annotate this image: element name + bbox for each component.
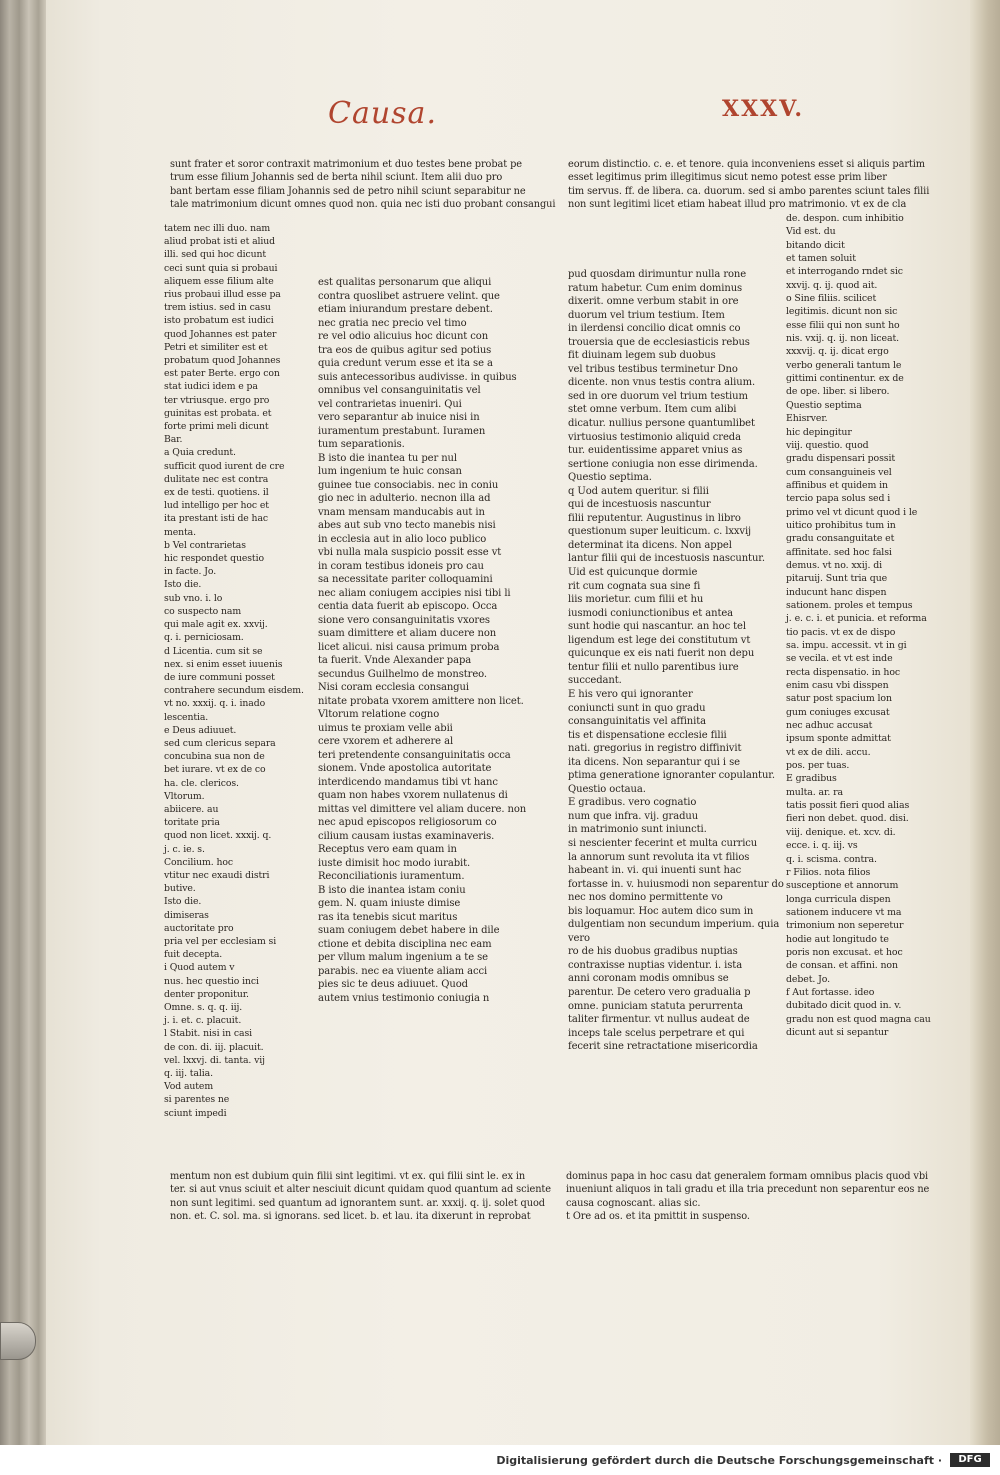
footer-bar bbox=[0, 1445, 1000, 1475]
page-heading-number: XXXV. bbox=[722, 96, 805, 122]
text-top-right: eorum distinctio. c. e. et tenore. quia inconveniens esset si aliquis partim esset legitimus prim illegitimus sicut nemo potest esse prim liber tim servus. ff. de libera. ca. duorum. sed si ambo parentes sciunt tales filii non sunt legitimi licet etiam habeat illud pro matrimonio. vt ex de cla bbox=[568, 159, 930, 210]
text-bottom-right: dominus papa in hoc casu dat generalem formam omnibus placis quod vbi inueniunt aliquos in tali gradu et illa tria precedunt non separentur eos ne causa cognoscant. alias sic. t Ore ad os. et ita pmittit in suspenso. bbox=[566, 1171, 930, 1222]
text-column-main-right: pud quosdam dirimuntur nulla rone ratum habetur. Cum enim dominus dixerit. omne verbum stabit in ore duorum vel trium testium. Item in ilerdensi concilio dicat omnis co trouersia que de ecclesiasticis rebus fit diuinam legem sub duobus vel tribus testibus terminetur Dno dicente. non vnus testis contra alium. sed in ore duorum vel trium testium stet omne verbum. Item cum alibi dicatur. nullius persone quantumlibet virtuosius testimonio aliquid creda tur. euidentissime apparet vnius as sertione coniugia non esse dirimenda. Questio septima. q Uod autem queritur. si filii qui de incestuosis nascuntur filii reputentur. Augustinus in libro questionum super leuiticum. c. lxxvij determinat ita dicens. Non appel lantur filii qui de incestuosis nascuntur. Uid est quicunque dormie rit cum cognata sua sine fi liis morietur. cum filii et hu iusmodi coniunctionibus et antea sunt hodie qui nascantur. an hoc tel ligendum est lege dei constitutum vt quicunque ex eis nati fuerit non depu tentur filii et nullo parentibus iure succedant. E his vero qui ignoranter coniuncti sunt in quo gradu consanguinitatis vel affinita tis et dispensatione ecclesie filii nati. gregorius in registro diffinivit ita dicens. Non separantur qui i se ptima generatione ignoranter copulantur. Questio octaua. E gradibus. vero cognatio num que infra. vij. graduu in matrimonio sunt iniuncti. si nescienter fecerint et multa curricu la annorum sunt revoluta ita vt filios habeant in. vi. qui inuenti sunt hac fortasse in. v. huiusmodi non separentur do nec nos domino permittente vo bis loquamur. Hoc autem dico sum in dulgentiam non secundum imperium. quia vero ro de his duobus gradibus nuptias contraxisse nuptias videntur. i. ista anni coronam modis omnibus se parentur. De cetero vero gradualia p omne. puniciam statuta perurrenta taliter firmentur. vt nullus audeat de inceps tale scelus perpetrare et qui fecerit sine retractatione misericordia bbox=[568, 269, 784, 1053]
page-heading-causa: Causa. bbox=[328, 96, 437, 131]
book-binding bbox=[0, 0, 48, 1445]
dfg-logo: DFG bbox=[950, 1453, 990, 1467]
gloss-column-left: tatem nec illi duo. nam aliud probat isti et aliud illi. sed qui hoc dicunt ceci sunt quia si probaui aliquem esse filium alte rius probaui illud esse pa trem istius. sed in casu isto probatum est iudici quod Johannes est pater Petri et similiter est et probatum quod Johannes est pater Berte. ergo con stat iudici idem e pa ter vtriusque. ergo pro guinitas est probata. et forte primi meli dicunt Bar. a Quia credunt. sufficit quod iurent de cre dulitate nec est contra ex de testi. quotiens. il lud intelligo per hoc et ita prestant isti de hac menta. b Vel contrarietas hic respondet questio in facte. Jo. Isto die. sub vno. i. lo co suspecto nam qui male agit ex. xxvij. q. i. perniciosam. d Licentia. cum sit se nex. si enim esset iuuenis de iure communi posset contrahere secundum eisdem. vt no. xxxij. q. i. inado lescentia. e Deus adiuuet. sed cum clericus separa concubina sua non de bet iurare. vt ex de co ha. cle. clericos. Vltorum. abiicere. au toritate pria quod non licet. xxxij. q. j. c. ie. s. Concilium. hoc vtitur nec exaudi distri butive. Isto die. dimiseras auctoritate pro pria vel per ecclesiam si fuit decepta. i Quod autem v nus. hec questio inci denter proponitur. Omne. s. q. q. iij. j. i. et. c. placuit. l Stabit. nisi in casi de con. di. iij. placuit. vel. lxxvj. di. tanta. vij q. iij. talia. Vod autem si parentes ne sciunt impedi bbox=[164, 223, 304, 1119]
text-column-main-left: est qualitas personarum que aliqui contra quoslibet astruere velint. que etiam iniurandum prestare debent. nec gratia nec precio vel timo re vel odio alicuius hoc dicunt con tra eos de quibus agitur sed potius quia credunt verum esse et ita se a suis antecessoribus audivisse. in quibus omnibus vel consanguinitatis vel vel contrarietas inueniri. Qui vero separantur ab inuice nisi in iuramentum prestabunt. Iuramen tum separationis. B isto die inantea tu per nul lum ingenium te huic consan guinee tue consociabis. nec in coniu gio nec in adulterio. necnon illa ad vnam mensam manducabis aut in abes aut sub vno tecto manebis nisi in ecclesia aut in alio loco publico vbi nulla mala suspicio possit esse vt in coram testibus idoneis pro cau sa necessitate pariter colloquamini nec aliam coniugem accipies nisi tibi li centia data fuerit ab episcopo. Occa sione vero consanguinitatis vxores suam dimittere et aliam ducere non licet alicui. nisi causa primum proba ta fuerit. Vnde Alexander papa secundus Guilhelmo de monstreo. Nisi coram ecclesia consangui nitate probata vxorem amittere non licet. Vltorum relatione cogno uimus te proxiam velle abii cere vxorem et adherere al teri pretendente consanguinitatis occa sionem. Vnde apostolica autoritate interdicendo mandamus tibi vt hanc quam non habes vxorem nullatenus di mittas vel dimittere vel aliam ducere. non nec apud episcopos religiosorum co cilium causam iustas examinaveris. Receptus vero eam quam in iuste dimisit hoc modo iurabit. Reconciliationis iuramentum. B isto die inantea istam coniu gem. N. quam iniuste dimise ras ita tenebis sicut maritus suam coniugem debet habere in dile ctione et debita disciplina nec eam per vllum malum ingenium a te se parabis. nec ea viuente aliam acci pies sic te deus adiuuet. Quod autem vnius testimonio coniugia n bbox=[318, 277, 527, 1004]
gloss-column-right: de. despon. cum inhibitio Vid est. du bitando dicit et tamen soluit et interrogando rndet sic xxvij. q. ij. quod ait. o Sine filiis. scilicet legitimis. dicunt non sic esse filii qui non sunt ho nis. vxij. q. ij. non liceat. xxxvij. q. ij. dicat ergo verbo generali tantum le gittimi continentur. ex de de ope. liber. si libero. Questio septima Ehisrver. hic depingitur viij. questio. quod gradu dispensari possit cum consanguineis vel affinibus et quidem in tercio papa solus sed i primo vel vt dicunt quod i le uitico prohibitus tum in gradu consanguitate et affinitate. sed hoc falsi demus. vt no. xxij. di pitaruij. Sunt tria que inducunt hanc dispen sationem. proles et tempus j. e. c. i. et punicia. et reforma tio pacis. vt ex de dispo sa. impu. accessit. vt in gi se vecila. et vt est inde recta dispensatio. in hoc enim casu vbi disspen satur post spacium lon gum coniuges excusat nec adhuc accusat ipsum sponte admittat vt ex de dili. accu. pos. per tuas. E gradibus multa. ar. ra tatis possit fieri quod alias fieri non debet. quod. disi. viij. denique. et. xcv. di. ecce. i. q. iij. vs q. i. scisma. contra. r Filios. nota filios susceptione et annorum longa curricula dispen sationem inducere vt ma trimonium non seperetur hodie aut longitudo te poris non excusat. et hoc de consan. et affini. non debet. Jo. f Aut fortasse. ideo dubitado dicit quod in. v. gradu non est quod magna cau dicunt aut si sepantur bbox=[786, 213, 931, 1038]
text-top-left: sunt frater et soror contraxit matrimonium et duo testes bene probat pe trum esse filium Johannis sed de berta nihil sciunt. Item alii duo pro bant bertam esse filiam Johannis sed de petro nihil sciunt separabitur ne tale matrimonium dicunt omnes quod non. quia nec isti duo probant consangui bbox=[170, 159, 556, 210]
text-bottom-left: mentum non est dubium quin filii sint legitimi. vt ex. qui filii sint le. ex in ter. si aut vnus sciuit et alter nesciuit dicunt quidam quod quantum ad sciente non sunt legitimi. sed quantum ad ignorantem sunt. ar. xxxij. q. ij. solet quod non. et. C. sol. ma. si ignorans. sed licet. b. et lau. ita dixerunt in reprobat bbox=[170, 1171, 551, 1222]
page-edge bbox=[968, 0, 1000, 1445]
footer-credit: Digitalisierung gefördert durch die Deutsche Forschungsgemeinschaft · bbox=[496, 1454, 942, 1467]
book-page bbox=[46, 0, 970, 1445]
book-clasp bbox=[0, 1322, 36, 1360]
